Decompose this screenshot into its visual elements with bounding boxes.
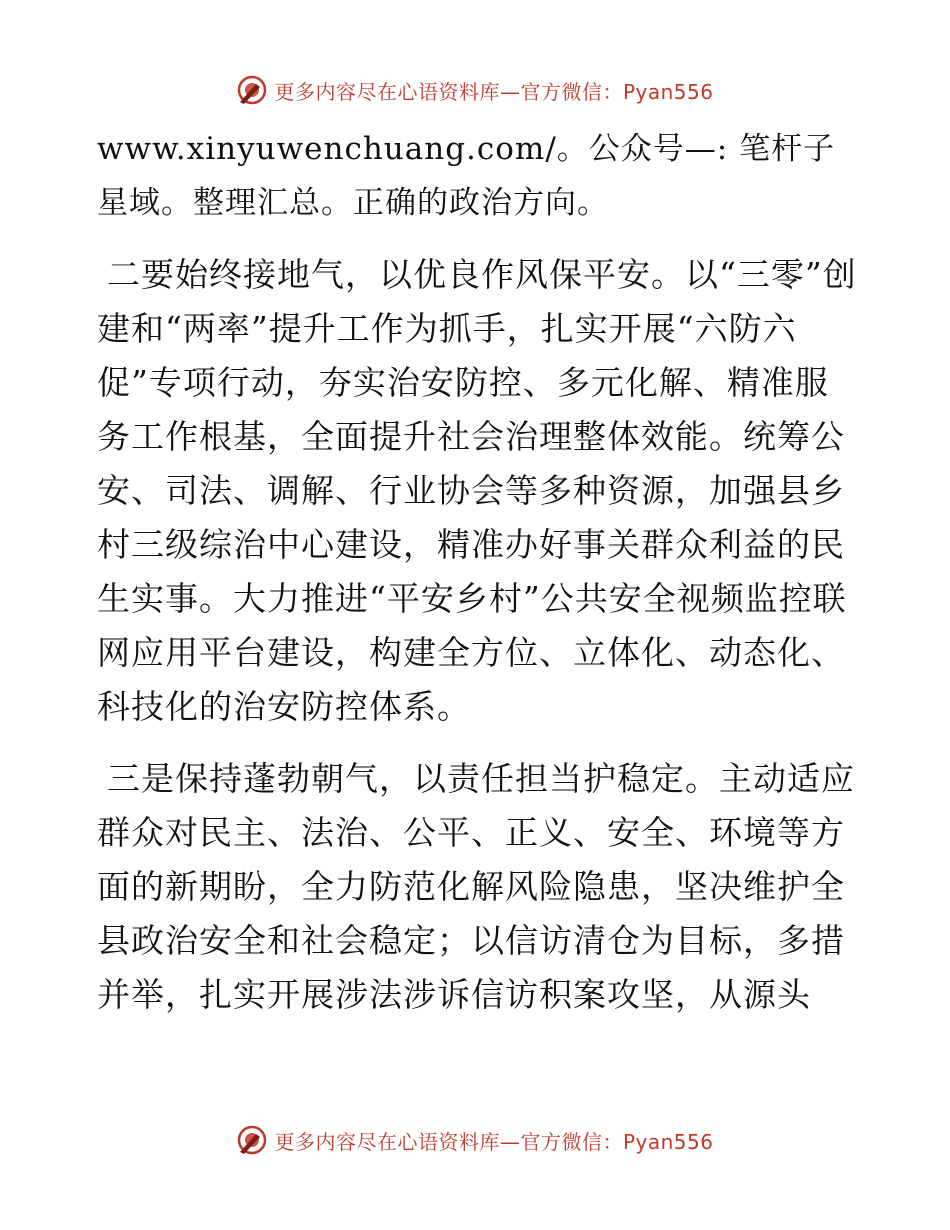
footer-banner [0, 1120, 950, 1160]
paragraph-2: 二要始终接地气，以优良作风保平安。以“三零”创建和“两率”提升工作为抓手，扎实开展“六防六促”专项行动，夯实治安防控、多元化解、精准服务工作根基，全面提升社会治理整体效能。统筹公安、司法、调解、行业协会等多种资源，加强县乡村三级综治中心建设，精准办好事关群众利益的民生实事。大力推进“平安乡村”公共安全视频监控联网应用平台建设，构建全方位、立体化、动态化、科技化的治安防控体系。 [97, 255, 857, 726]
pen-seal-icon [236, 74, 268, 106]
header-banner-text: 更多内容尽在心语资料库—官方微信：Pyan556 [274, 79, 714, 104]
paragraph-3: 三是保持蓬勃朝气，以责任担当护稳定。主动适应群众对民主、法治、公平、正义、安全、环境等方面的新期盼，全力防范化解风险隐患，坚决维护全县政治安全和社会稳定；以信访清仓为目标，多措并举，扎实开展涉法涉诉信访积案攻坚，从源头 [97, 759, 855, 1014]
pen-seal-icon [236, 1124, 268, 1156]
document-body [97, 122, 857, 1040]
footer-banner-text: 更多内容尽在心语资料库—官方微信：Pyan556 [274, 1129, 714, 1154]
paragraph-1: www.xinyuwenchuang.com/。公众号—: 笔杆子星域。整理汇总。正确的政治方向。 [97, 131, 836, 221]
header-banner [0, 70, 950, 110]
